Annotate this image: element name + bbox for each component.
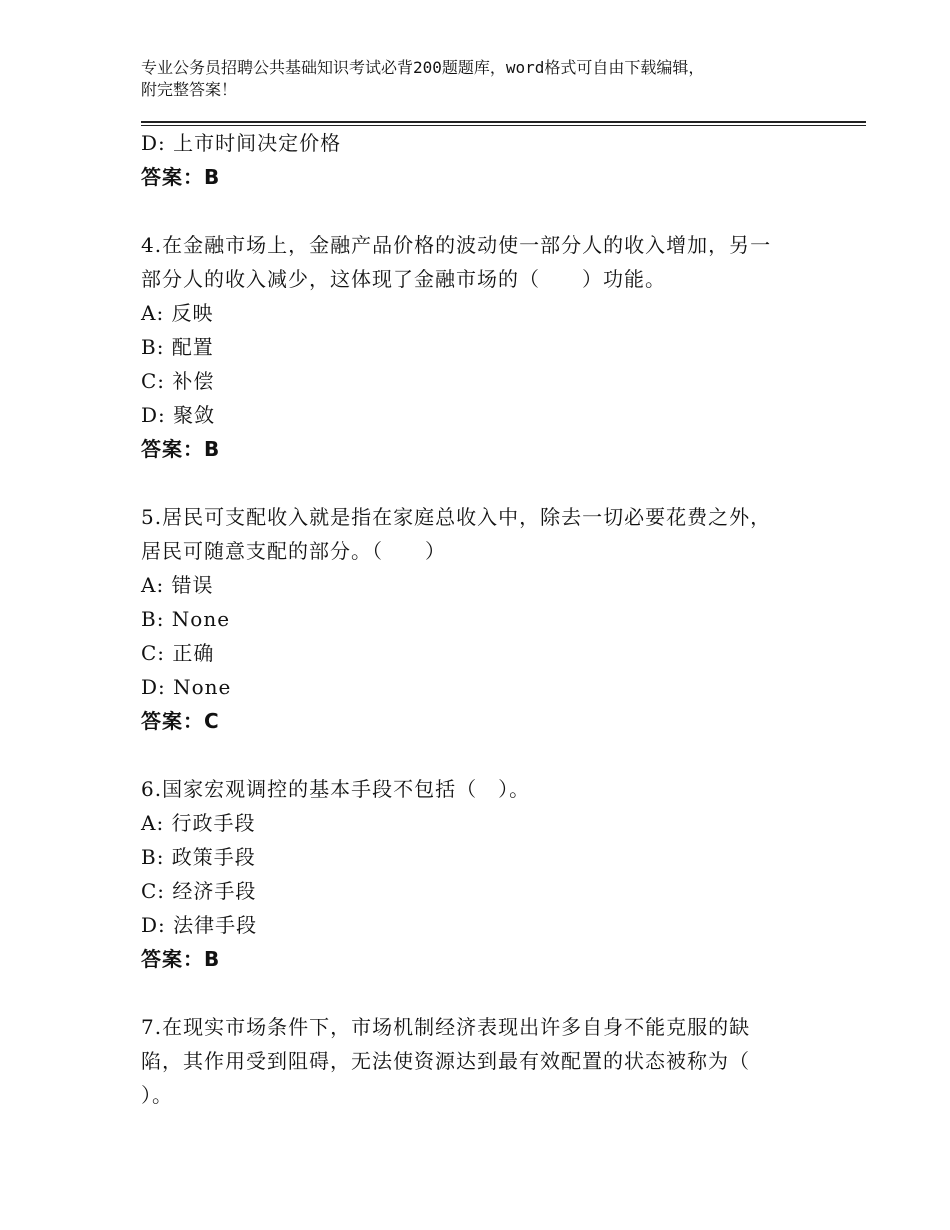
option-d: D: None [141, 675, 232, 699]
question-stem: 陷，其作用受到阻碍，无法使资源达到最有效配置的状态被称为（ [141, 1049, 750, 1073]
answer-line: 答案：B [141, 165, 221, 189]
header-line-2: 附完整答案！ [141, 80, 238, 99]
question-5 [141, 500, 861, 738]
option-c: C: 经济手段 [141, 879, 257, 903]
option-b: B: None [141, 607, 231, 631]
spacer [141, 466, 861, 500]
header-line-1: 专业公务员招聘公共基础知识考试必背200题题库，word格式可自由下载编辑， [141, 58, 705, 77]
option-a: A: 错误 [141, 573, 214, 597]
option-b: B: 配置 [141, 335, 214, 359]
question-stem: 4.在金融市场上，金融产品价格的波动使一部分人的收入增加，另一 [141, 233, 772, 257]
spacer [141, 194, 861, 228]
answer-line: 答案：C [141, 709, 220, 733]
question-stem: 6.国家宏观调控的基本手段不包括（ ）。 [141, 777, 531, 801]
option-c: C: 补偿 [141, 369, 215, 393]
option-d: D: 聚敛 [141, 403, 216, 427]
spacer [141, 738, 861, 772]
answer-line: 答案：B [141, 437, 221, 461]
question-stem: 5.居民可支配收入就是指在家庭总收入中，除去一切必要花费之外， [141, 505, 772, 529]
option-d: D: 法律手段 [141, 913, 258, 937]
option-a: A: 行政手段 [141, 811, 256, 835]
option-a: A: 反映 [141, 301, 214, 325]
option-b: B: 政策手段 [141, 845, 256, 869]
question-4 [141, 228, 861, 466]
question-7 [141, 1010, 861, 1112]
question-6 [141, 772, 861, 976]
option-d: D: 上市时间决定价格 [141, 131, 342, 155]
page-header [141, 57, 831, 101]
answer-line: 答案：B [141, 947, 221, 971]
option-c: C: 正确 [141, 641, 215, 665]
question-stem: 7.在现实市场条件下，市场机制经济表现出许多自身不能克服的缺 [141, 1015, 751, 1039]
question-content [141, 126, 861, 1112]
question-3-tail [141, 126, 861, 194]
question-stem: ）。 [141, 1083, 173, 1107]
question-stem: 部分人的收入减少，这体现了金融市场的（ ）功能。 [141, 267, 666, 291]
header-rule-thick [141, 121, 866, 123]
spacer [141, 976, 861, 1010]
question-stem: 居民可随意支配的部分。（ ） [141, 539, 446, 563]
